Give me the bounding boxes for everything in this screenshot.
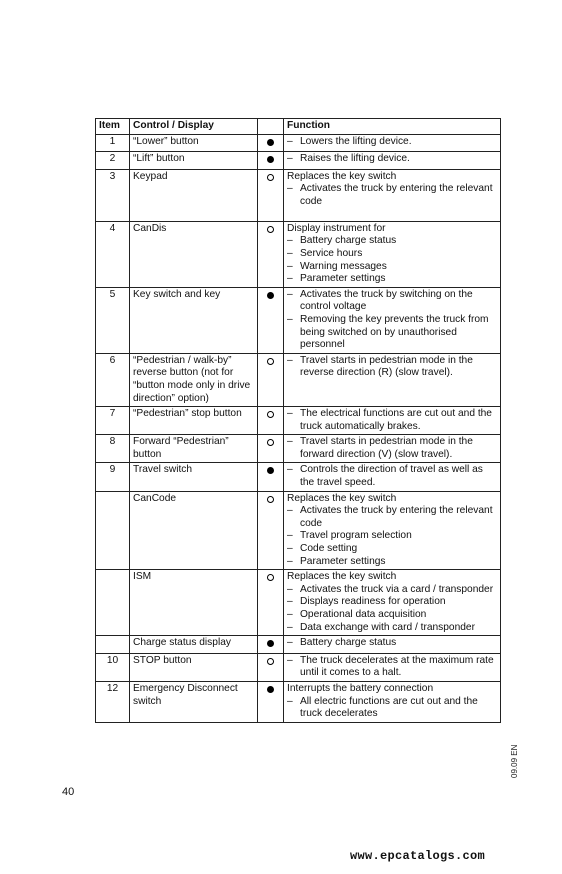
equipment-symbol-cell: [258, 287, 284, 353]
function-heading: Interrupts the battery connection: [287, 682, 434, 694]
open-circle-icon: [267, 658, 274, 665]
control-name: CanDis: [130, 221, 258, 287]
control-name: “Lower” button: [130, 134, 258, 152]
table-row: [96, 152, 501, 170]
function-bullet: – All electric functions are cut out and the truck decelerates: [287, 696, 497, 721]
function-bullet: – Lowers the lifting device.: [287, 136, 497, 149]
item-number: [96, 491, 130, 570]
function-bullet: – Removing the key prevents the truck from being switched on by unauthorised personnel: [287, 314, 497, 352]
item-number: 1: [96, 134, 130, 152]
control-name: Charge status display: [130, 636, 258, 654]
item-number: 6: [96, 353, 130, 406]
function-cell: [284, 653, 501, 681]
function-bullet: – Activates the truck via a card / transponder: [287, 584, 497, 597]
equipment-symbol-cell: [258, 152, 284, 170]
control-name: Key switch and key: [130, 287, 258, 353]
function-bullet: – Controls the direction of travel as well as the travel speed.: [287, 464, 497, 489]
table-row: [96, 221, 501, 287]
open-circle-icon: [267, 358, 274, 365]
function-bullet: – Activates the truck by entering the relevant code: [287, 183, 497, 208]
function-bullet: – Warning messages: [287, 261, 497, 274]
item-number: [96, 570, 130, 636]
open-circle-icon: [267, 174, 274, 181]
header-control: Control / Display: [130, 119, 258, 135]
function-bullet: – Activates the truck by entering the relevant code: [287, 505, 497, 530]
document-reference: 09.09 EN: [510, 744, 519, 778]
function-bullet: – Activates the truck by switching on the control voltage: [287, 289, 497, 314]
item-number: 4: [96, 221, 130, 287]
page-number: 40: [62, 786, 75, 798]
controls-table: [95, 118, 501, 723]
function-cell: [284, 152, 501, 170]
function-bullet: – Data exchange with card / transponder: [287, 622, 497, 635]
function-cell: [284, 681, 501, 722]
function-bullet: – Operational data acquisition: [287, 609, 497, 622]
function-cell: [284, 134, 501, 152]
equipment-symbol-cell: [258, 134, 284, 152]
equipment-symbol-cell: [258, 491, 284, 570]
function-bullet: – Battery charge status: [287, 235, 497, 248]
equipment-symbol-cell: [258, 653, 284, 681]
open-circle-icon: [267, 574, 274, 581]
function-heading: Replaces the key switch: [287, 492, 397, 504]
control-name: “Lift” button: [130, 152, 258, 170]
filled-circle-icon: [267, 156, 274, 163]
equipment-symbol-cell: [258, 169, 284, 221]
item-number: 2: [96, 152, 130, 170]
equipment-symbol-cell: [258, 435, 284, 463]
header-item: Item: [96, 119, 130, 135]
function-cell: [284, 407, 501, 435]
equipment-symbol-cell: [258, 636, 284, 654]
equipment-symbol-cell: [258, 407, 284, 435]
function-heading: Replaces the key switch: [287, 571, 397, 583]
item-number: 7: [96, 407, 130, 435]
equipment-symbol-cell: [258, 221, 284, 287]
footer-url[interactable]: www.epcatalogs.com: [350, 849, 486, 863]
item-number: 5: [96, 287, 130, 353]
function-cell: [284, 221, 501, 287]
table-row: [96, 407, 501, 435]
item-number: [96, 636, 130, 654]
function-cell: [284, 570, 501, 636]
function-cell: [284, 463, 501, 491]
function-bullet: – Code setting: [287, 543, 497, 556]
function-heading: Display instrument for: [287, 222, 386, 234]
table-row: [96, 169, 501, 221]
item-number: 3: [96, 169, 130, 221]
equipment-symbol-cell: [258, 681, 284, 722]
header-function: Function: [284, 119, 501, 135]
control-name: Keypad: [130, 169, 258, 221]
function-bullet: – Displays readiness for operation: [287, 596, 497, 609]
open-circle-icon: [267, 411, 274, 418]
table-row: [96, 653, 501, 681]
table-row: [96, 353, 501, 406]
filled-circle-icon: [267, 686, 274, 693]
function-cell: [284, 169, 501, 221]
table-header-row: [96, 119, 501, 135]
item-number: 9: [96, 463, 130, 491]
table-body: [96, 134, 501, 722]
table-row: [96, 287, 501, 353]
table-row: [96, 435, 501, 463]
table-row: [96, 463, 501, 491]
function-bullet: – The truck decelerates at the maximum rate until it comes to a halt.: [287, 655, 497, 680]
function-bullet: – Travel program selection: [287, 530, 497, 543]
filled-circle-icon: [267, 139, 274, 146]
open-circle-icon: [267, 226, 274, 233]
control-name: ISM: [130, 570, 258, 636]
function-cell: [284, 287, 501, 353]
table-row: [96, 134, 501, 152]
function-cell: [284, 435, 501, 463]
function-bullet: – Parameter settings: [287, 273, 497, 286]
function-bullet: – Parameter settings: [287, 556, 497, 569]
item-number: 10: [96, 653, 130, 681]
filled-circle-icon: [267, 467, 274, 474]
filled-circle-icon: [267, 640, 274, 647]
table-row: [96, 491, 501, 570]
function-bullet: – Travel starts in pedestrian mode in the forward direction (V) (slow travel).: [287, 436, 497, 461]
control-name: CanCode: [130, 491, 258, 570]
function-bullet: – The electrical functions are cut out and the truck automatically brakes.: [287, 408, 497, 433]
function-cell: [284, 636, 501, 654]
equipment-symbol-cell: [258, 570, 284, 636]
item-number: 12: [96, 681, 130, 722]
item-number: 8: [96, 435, 130, 463]
equipment-symbol-cell: [258, 463, 284, 491]
function-bullet: – Travel starts in pedestrian mode in the reverse direction (R) (slow travel).: [287, 355, 497, 380]
control-name: Travel switch: [130, 463, 258, 491]
open-circle-icon: [267, 496, 274, 503]
function-heading: Replaces the key switch: [287, 170, 397, 182]
control-name: “Pedestrian” stop button: [130, 407, 258, 435]
equipment-symbol-cell: [258, 353, 284, 406]
header-symbol: [258, 119, 284, 135]
filled-circle-icon: [267, 292, 274, 299]
control-name: STOP button: [130, 653, 258, 681]
control-name: “Pedestrian / walk-by” reverse button (not for “button mode only in drive direction” option): [130, 353, 258, 406]
function-bullet: – Service hours: [287, 248, 497, 261]
function-cell: [284, 491, 501, 570]
function-cell: [284, 353, 501, 406]
control-name: Forward “Pedestrian” button: [130, 435, 258, 463]
control-name: Emergency Disconnect switch: [130, 681, 258, 722]
table-row: [96, 636, 501, 654]
open-circle-icon: [267, 439, 274, 446]
table-row: [96, 570, 501, 636]
table-row: [96, 681, 501, 722]
function-bullet: – Battery charge status: [287, 637, 497, 650]
function-bullet: – Raises the lifting device.: [287, 153, 497, 166]
